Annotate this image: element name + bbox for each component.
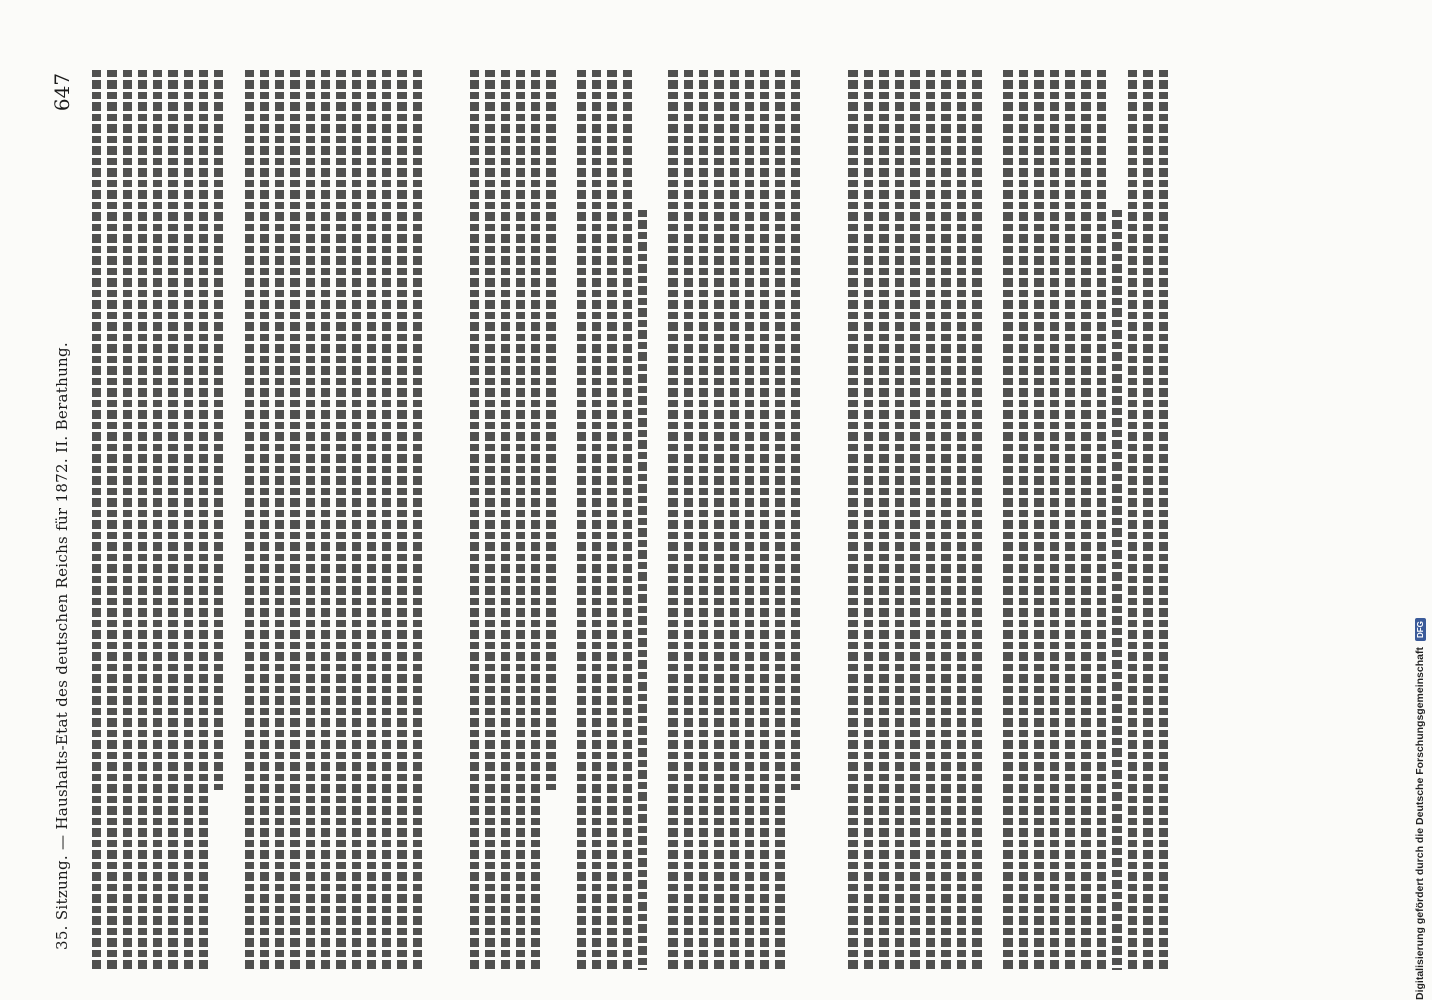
text-line bbox=[397, 70, 406, 970]
text-line bbox=[638, 210, 647, 970]
text-line bbox=[516, 70, 525, 970]
text-line bbox=[760, 70, 769, 970]
digitization-credit bbox=[1412, 0, 1428, 1000]
text-line bbox=[546, 70, 555, 790]
text-line bbox=[1003, 70, 1013, 970]
text-line bbox=[941, 70, 951, 970]
text-line bbox=[926, 70, 936, 970]
text-line bbox=[260, 70, 269, 970]
text-line bbox=[168, 70, 177, 970]
text-line bbox=[92, 70, 101, 970]
text-line bbox=[107, 70, 116, 970]
text-line bbox=[775, 70, 784, 970]
text-line bbox=[791, 70, 800, 790]
text-line bbox=[1034, 70, 1044, 970]
text-line bbox=[501, 70, 510, 970]
text-line bbox=[229, 70, 238, 970]
text-line bbox=[957, 70, 967, 970]
text-line bbox=[1112, 210, 1122, 970]
text-line bbox=[1065, 70, 1075, 970]
text-line bbox=[1097, 70, 1107, 970]
text-line bbox=[382, 70, 391, 970]
text-line bbox=[607, 70, 616, 970]
text-line bbox=[653, 70, 662, 970]
text-line bbox=[714, 70, 723, 970]
text-line bbox=[1019, 70, 1029, 970]
text-line bbox=[214, 70, 223, 790]
text-line bbox=[1081, 70, 1091, 970]
text-line bbox=[1143, 70, 1153, 970]
text-line bbox=[730, 70, 739, 970]
text-line bbox=[910, 70, 920, 970]
text-line bbox=[336, 70, 345, 970]
credit-text: Digitalisierung gefördert durch die Deutsche Forschungsgemeinschaft bbox=[1414, 647, 1426, 1000]
text-line bbox=[745, 70, 754, 970]
text-line bbox=[879, 70, 889, 970]
text-column-right bbox=[848, 70, 1168, 970]
text-line bbox=[699, 70, 708, 970]
text-line bbox=[306, 70, 315, 970]
text-column-left bbox=[92, 70, 422, 970]
text-line bbox=[592, 70, 601, 970]
dfg-logo-badge: DFG bbox=[1415, 618, 1426, 641]
text-line bbox=[184, 70, 193, 970]
text-line bbox=[562, 70, 571, 970]
text-line bbox=[895, 70, 905, 970]
text-line bbox=[1128, 70, 1138, 970]
text-line bbox=[275, 70, 284, 970]
text-line bbox=[1159, 70, 1169, 970]
text-line bbox=[321, 70, 330, 970]
text-line bbox=[123, 70, 132, 970]
text-line bbox=[1050, 70, 1060, 970]
text-line bbox=[972, 70, 982, 970]
page-number: 647 bbox=[50, 72, 74, 112]
text-line bbox=[848, 70, 858, 970]
text-line bbox=[531, 70, 540, 970]
text-line bbox=[352, 70, 361, 970]
text-line bbox=[290, 70, 299, 970]
text-line bbox=[413, 70, 422, 970]
text-line bbox=[577, 70, 586, 970]
text-column-middle bbox=[470, 70, 800, 970]
text-line bbox=[153, 70, 162, 970]
text-line bbox=[367, 70, 376, 970]
header-title: 35. Sitzung. — Haushalts-Etat des deutschen Reichs für 1872. II. Berathung. bbox=[53, 342, 71, 950]
text-line bbox=[245, 70, 254, 970]
text-line bbox=[988, 70, 998, 970]
text-line bbox=[684, 70, 693, 970]
text-line bbox=[199, 70, 208, 970]
text-line bbox=[668, 70, 677, 970]
text-line bbox=[623, 70, 632, 970]
text-line bbox=[485, 70, 494, 970]
text-line bbox=[138, 70, 147, 970]
page-header bbox=[51, 50, 73, 950]
text-line bbox=[470, 70, 479, 970]
text-line bbox=[864, 70, 874, 970]
